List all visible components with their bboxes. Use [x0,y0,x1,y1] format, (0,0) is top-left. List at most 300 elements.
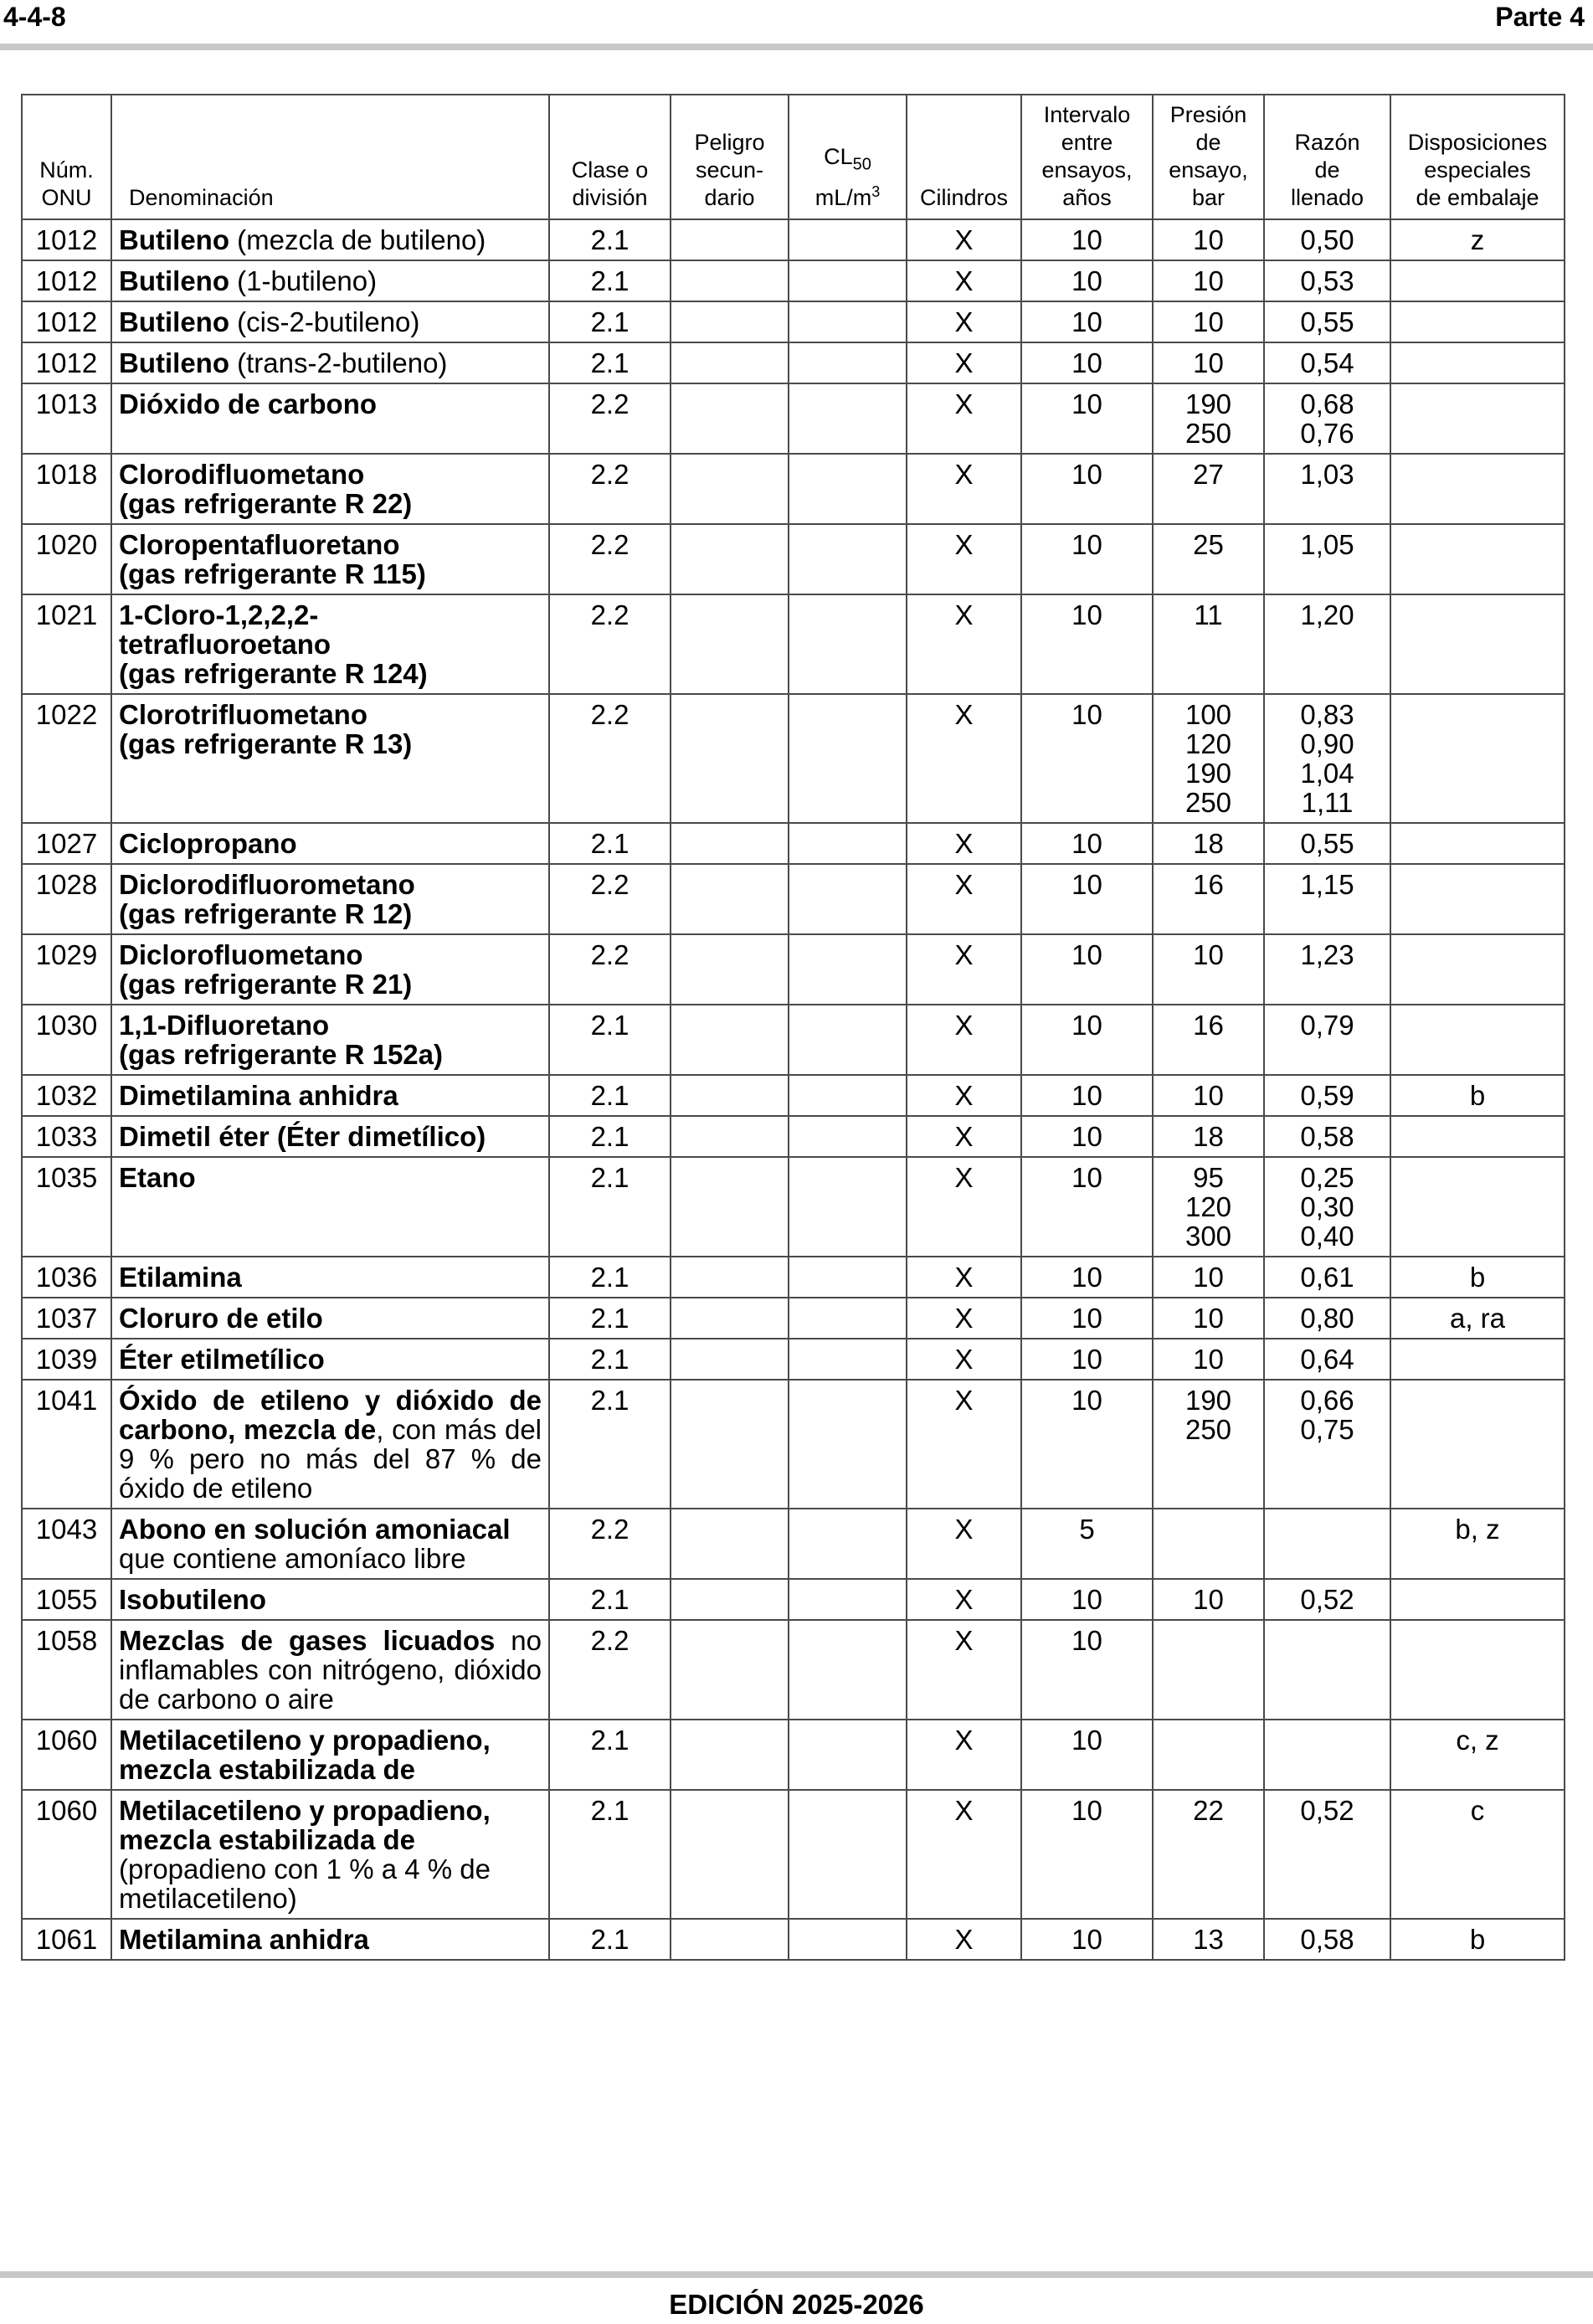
un-number: 1029 [22,934,111,1005]
un-number: 1022 [22,694,111,823]
test-interval: 10 [1021,694,1153,823]
test-pressure: 10 [1153,301,1264,342]
filling-ratio: 0,80 [1264,1298,1390,1339]
header-cylinders: Cilindros [907,95,1021,219]
filling-ratio: 0,55 [1264,301,1390,342]
test-pressure: 95 120 300 [1153,1157,1264,1257]
filling-ratio: 0,54 [1264,342,1390,383]
header-un-number: Núm. ONU [22,95,111,219]
test-interval: 10 [1021,934,1153,1005]
header-test-interval: Intervalo entre ensayos, años [1021,95,1153,219]
class-division: 2.1 [549,1790,671,1919]
cylinders: X [907,342,1021,383]
filling-ratio: 0,79 [1264,1005,1390,1075]
cylinders: X [907,1579,1021,1620]
substance-name [111,219,549,260]
substance-name [111,342,549,383]
test-interval: 10 [1021,524,1153,594]
un-number: 1060 [22,1790,111,1919]
filling-ratio: 0,59 [1264,1075,1390,1116]
substance-name [111,694,549,823]
part-label: Parte 4 [1495,2,1585,32]
name-bold: Butileno [119,265,229,296]
cylinders: X [907,260,1021,301]
substance-name [111,1116,549,1157]
cylinders: X [907,1509,1021,1579]
class-division: 2.1 [549,1579,671,1620]
name-bold: Diclorofluometano (gas refrigerante R 21) [119,939,413,1000]
subsidiary-hazard [671,260,789,301]
test-pressure: 18 [1153,823,1264,864]
un-number: 1020 [22,524,111,594]
un-number: 1041 [22,1380,111,1509]
special-provisions [1390,524,1565,594]
lc50 [789,1579,907,1620]
table-row [22,594,1565,694]
cylinders: X [907,594,1021,694]
subsidiary-hazard [671,383,789,454]
subsidiary-hazard [671,1005,789,1075]
class-division: 2.2 [549,934,671,1005]
special-provisions [1390,694,1565,823]
name-rest: (mezcla de butileno) [229,224,486,255]
filling-ratio: 0,53 [1264,260,1390,301]
test-pressure: 10 [1153,1075,1264,1116]
class-division: 2.1 [549,1157,671,1257]
un-number: 1058 [22,1620,111,1720]
table-header-row [22,95,1565,219]
lc50 [789,1790,907,1919]
name-bold: Isobutileno [119,1584,266,1615]
test-pressure: 10 [1153,342,1264,383]
lc50 [789,524,907,594]
name-bold: Mezclas de gases licuados [119,1625,496,1656]
substance-name [111,1509,549,1579]
name-rest: que contiene amoníaco libre [119,1543,466,1574]
test-pressure: 10 [1153,1298,1264,1339]
test-interval: 10 [1021,1919,1153,1960]
substance-name [111,383,549,454]
subsidiary-hazard [671,1919,789,1960]
table-row [22,342,1565,383]
un-number: 1027 [22,823,111,864]
table-row [22,454,1565,524]
filling-ratio: 0,55 [1264,823,1390,864]
header-subsidiary-hazard: Peligro secun- dario [671,95,789,219]
cylinders: X [907,524,1021,594]
cylinders: X [907,1919,1021,1960]
name-bold: 1-Cloro-1,2,2,2- tetrafluoroetano (gas refrigerante R 124) [119,599,428,689]
filling-ratio: 0,52 [1264,1579,1390,1620]
special-provisions [1390,823,1565,864]
subsidiary-hazard [671,1790,789,1919]
class-division: 2.1 [549,1720,671,1790]
filling-ratio [1264,1509,1390,1579]
subsidiary-hazard [671,934,789,1005]
test-pressure: 27 [1153,454,1264,524]
substance-name [111,823,549,864]
lc50 [789,1380,907,1509]
test-interval: 10 [1021,594,1153,694]
special-provisions [1390,1579,1565,1620]
test-pressure: 11 [1153,594,1264,694]
special-provisions: b [1390,1075,1565,1116]
cylinders: X [907,1157,1021,1257]
test-pressure [1153,1620,1264,1720]
subsidiary-hazard [671,1339,789,1380]
lc50 [789,1298,907,1339]
lc50 [789,301,907,342]
header-lc50-sub: 50 [852,155,871,173]
name-bold: Metilacetileno y propadieno, mezcla estabilizada de [119,1795,491,1855]
table-row [22,301,1565,342]
special-provisions [1390,1116,1565,1157]
subsidiary-hazard [671,1157,789,1257]
test-pressure: 10 [1153,1339,1264,1380]
header-test-pressure: Presión de ensayo, bar [1153,95,1264,219]
lc50 [789,342,907,383]
substance-name [111,934,549,1005]
un-number: 1013 [22,383,111,454]
header-special-provisions: Disposiciones especiales de embalaje [1390,95,1565,219]
test-interval: 10 [1021,301,1153,342]
test-interval: 10 [1021,1720,1153,1790]
special-provisions [1390,1339,1565,1380]
subsidiary-hazard [671,1620,789,1720]
table-row [22,1620,1565,1720]
edition-footer: EDICIÓN 2025-2026 [669,2289,924,2320]
class-division: 2.2 [549,383,671,454]
filling-ratio: 0,66 0,75 [1264,1380,1390,1509]
special-provisions [1390,1620,1565,1720]
test-interval: 10 [1021,864,1153,934]
test-pressure: 10 [1153,1257,1264,1298]
substance-name [111,1005,549,1075]
test-interval: 10 [1021,1257,1153,1298]
class-division: 2.1 [549,1075,671,1116]
table-row [22,1339,1565,1380]
test-pressure: 25 [1153,524,1264,594]
lc50 [789,1257,907,1298]
test-pressure: 13 [1153,1919,1264,1960]
footer-rule [0,2271,1593,2278]
subsidiary-hazard [671,594,789,694]
un-number: 1033 [22,1116,111,1157]
header-class: Clase o división [549,95,671,219]
subsidiary-hazard [671,1298,789,1339]
lc50 [789,1157,907,1257]
name-bold: Diclorodifluorometano (gas refrigerante R 12) [119,869,415,929]
cylinders: X [907,383,1021,454]
test-interval: 10 [1021,1620,1153,1720]
lc50 [789,1116,907,1157]
test-interval: 5 [1021,1509,1153,1579]
table-row [22,694,1565,823]
class-division: 2.1 [549,1919,671,1960]
lc50 [789,594,907,694]
un-number: 1012 [22,260,111,301]
table-row [22,1919,1565,1960]
substance-name [111,594,549,694]
name-rest: , con más del 9 % pero no más del 87 % de óxido de etileno [119,1414,542,1504]
filling-ratio: 0,25 0,30 0,40 [1264,1157,1390,1257]
test-interval: 10 [1021,342,1153,383]
filling-ratio: 1,03 [1264,454,1390,524]
un-number: 1060 [22,1720,111,1790]
cylinders: X [907,1005,1021,1075]
test-pressure: 190 250 [1153,1380,1264,1509]
filling-ratio: 1,23 [1264,934,1390,1005]
cylinders: X [907,1720,1021,1790]
class-division: 2.2 [549,594,671,694]
name-rest: (1-butileno) [229,265,378,296]
name-bold: Dióxido de carbono [119,388,378,419]
cylinders: X [907,1257,1021,1298]
name-bold: Cloruro de etilo [119,1303,323,1334]
class-division: 2.1 [549,1005,671,1075]
lc50 [789,1620,907,1720]
un-number: 1030 [22,1005,111,1075]
lc50 [789,694,907,823]
substance-name [111,1720,549,1790]
filling-ratio: 1,15 [1264,864,1390,934]
substance-name [111,1380,549,1509]
filling-ratio: 0,52 [1264,1790,1390,1919]
cylinders: X [907,1298,1021,1339]
header-lc50-unit-sup: 3 [871,183,881,200]
class-division: 2.1 [549,301,671,342]
subsidiary-hazard [671,342,789,383]
table-row [22,934,1565,1005]
table-row [22,1720,1565,1790]
test-pressure [1153,1720,1264,1790]
filling-ratio: 0,58 [1264,1116,1390,1157]
substance-name [111,864,549,934]
test-interval: 10 [1021,1579,1153,1620]
test-interval: 10 [1021,219,1153,260]
name-bold: Cloropentafluoretano (gas refrigerante R 115) [119,529,426,589]
substance-name [111,1790,549,1919]
table-row [22,1579,1565,1620]
header-lc50 [789,95,907,219]
class-division: 2.1 [549,1298,671,1339]
special-provisions [1390,1380,1565,1509]
header-rule [0,44,1593,50]
special-provisions: a, ra [1390,1298,1565,1339]
un-number: 1039 [22,1339,111,1380]
lc50 [789,219,907,260]
subsidiary-hazard [671,454,789,524]
lc50 [789,454,907,524]
lc50 [789,260,907,301]
header-lc50-base: CL [824,143,853,169]
special-provisions [1390,342,1565,383]
un-number: 1021 [22,594,111,694]
header-filling-ratio: Razón de llenado [1264,95,1390,219]
filling-ratio [1264,1620,1390,1720]
cylinders: X [907,1339,1021,1380]
substance-name [111,1579,549,1620]
class-division: 2.2 [549,694,671,823]
filling-ratio: 0,68 0,76 [1264,383,1390,454]
test-interval: 10 [1021,1339,1153,1380]
lc50 [789,383,907,454]
name-rest: no inflamables con nitrógeno, dióxido de carbono o aire [119,1625,542,1715]
un-number: 1055 [22,1579,111,1620]
filling-ratio: 0,61 [1264,1257,1390,1298]
table-row [22,1257,1565,1298]
name-bold: Butileno [119,224,229,255]
special-provisions: z [1390,219,1565,260]
special-provisions: b [1390,1919,1565,1960]
subsidiary-hazard [671,1380,789,1509]
lc50 [789,1339,907,1380]
special-provisions: b, z [1390,1509,1565,1579]
name-bold: Dimetilamina anhidra [119,1080,398,1111]
un-number: 1032 [22,1075,111,1116]
test-pressure: 10 [1153,934,1264,1005]
lc50 [789,1720,907,1790]
lc50 [789,864,907,934]
name-bold: Metilamina anhidra [119,1924,369,1955]
cylinders: X [907,934,1021,1005]
class-division: 2.1 [549,1257,671,1298]
subsidiary-hazard [671,1579,789,1620]
test-interval: 10 [1021,1790,1153,1919]
special-provisions [1390,934,1565,1005]
cylinders: X [907,1790,1021,1919]
cylinders: X [907,219,1021,260]
table-row [22,1157,1565,1257]
special-provisions [1390,1157,1565,1257]
special-provisions: c [1390,1790,1565,1919]
name-bold: Óxido de etileno y dióxido de carbono, mezcla de [119,1385,542,1445]
class-division: 2.2 [549,524,671,594]
special-provisions [1390,864,1565,934]
table-row [22,1509,1565,1579]
substance-name [111,1075,549,1116]
substance-name [111,1919,549,1960]
subsidiary-hazard [671,823,789,864]
subsidiary-hazard [671,1257,789,1298]
class-division: 2.1 [549,1116,671,1157]
name-bold: Dimetil éter (Éter dimetílico) [119,1121,486,1152]
name-rest: (trans-2-butileno) [229,347,448,378]
lc50 [789,1005,907,1075]
test-pressure: 10 [1153,1579,1264,1620]
subsidiary-hazard [671,524,789,594]
name-rest: (propadieno con 1 % a 4 % de metilacetileno) [119,1854,491,1914]
substance-name [111,301,549,342]
special-provisions [1390,594,1565,694]
filling-ratio: 0,83 0,90 1,04 1,11 [1264,694,1390,823]
class-division: 2.2 [549,1509,671,1579]
header-name: Denominación [111,95,549,219]
dangerous-goods-table [21,94,1565,1961]
page-number: 4-4-8 [3,2,66,32]
table-row [22,260,1565,301]
test-pressure: 16 [1153,864,1264,934]
cylinders: X [907,694,1021,823]
substance-name [111,260,549,301]
filling-ratio: 0,64 [1264,1339,1390,1380]
name-bold: Butileno [119,306,229,337]
name-bold: Etano [119,1162,196,1193]
un-number: 1028 [22,864,111,934]
name-bold: Metilacetileno y propadieno, mezcla estabilizada de [119,1725,491,1785]
subsidiary-hazard [671,694,789,823]
un-number: 1043 [22,1509,111,1579]
test-interval: 10 [1021,1380,1153,1509]
un-number: 1036 [22,1257,111,1298]
special-provisions [1390,1005,1565,1075]
substance-name [111,1157,549,1257]
table-row [22,1075,1565,1116]
name-bold: Éter etilmetílico [119,1344,325,1375]
substance-name [111,1257,549,1298]
test-interval: 10 [1021,823,1153,864]
class-division: 2.1 [549,260,671,301]
table-row [22,1790,1565,1919]
class-division: 2.1 [549,342,671,383]
name-bold: Clorodifluometano (gas refrigerante R 22) [119,459,413,519]
test-interval: 10 [1021,1075,1153,1116]
filling-ratio: 1,05 [1264,524,1390,594]
un-number: 1035 [22,1157,111,1257]
un-number: 1012 [22,301,111,342]
name-rest: (cis-2-butileno) [229,306,420,337]
cylinders: X [907,1116,1021,1157]
cylinders: X [907,823,1021,864]
substance-name [111,1298,549,1339]
class-division: 2.1 [549,219,671,260]
substance-name [111,524,549,594]
un-number: 1012 [22,219,111,260]
filling-ratio: 0,58 [1264,1919,1390,1960]
test-interval: 10 [1021,1116,1153,1157]
class-division: 2.1 [549,1380,671,1509]
special-provisions [1390,301,1565,342]
lc50 [789,1509,907,1579]
subsidiary-hazard [671,301,789,342]
un-number: 1061 [22,1919,111,1960]
lc50 [789,1075,907,1116]
subsidiary-hazard [671,219,789,260]
table-row [22,383,1565,454]
name-bold: Abono en solución amoniacal [119,1514,511,1545]
name-bold: Butileno [119,347,229,378]
page-header [0,0,1593,47]
test-pressure: 18 [1153,1116,1264,1157]
name-bold: Ciclopropano [119,828,297,859]
table-row [22,219,1565,260]
header-lc50-unit: mL/m [814,185,872,210]
cylinders: X [907,1075,1021,1116]
table-row [22,1380,1565,1509]
class-division: 2.1 [549,823,671,864]
special-provisions: c, z [1390,1720,1565,1790]
class-division: 2.2 [549,864,671,934]
name-bold: 1,1-Difluoretano (gas refrigerante R 152a) [119,1010,443,1070]
test-interval: 10 [1021,454,1153,524]
test-pressure: 10 [1153,260,1264,301]
name-bold: Etilamina [119,1262,242,1293]
subsidiary-hazard [671,1116,789,1157]
table-row [22,1005,1565,1075]
table-row [22,864,1565,934]
test-pressure [1153,1509,1264,1579]
un-number: 1012 [22,342,111,383]
